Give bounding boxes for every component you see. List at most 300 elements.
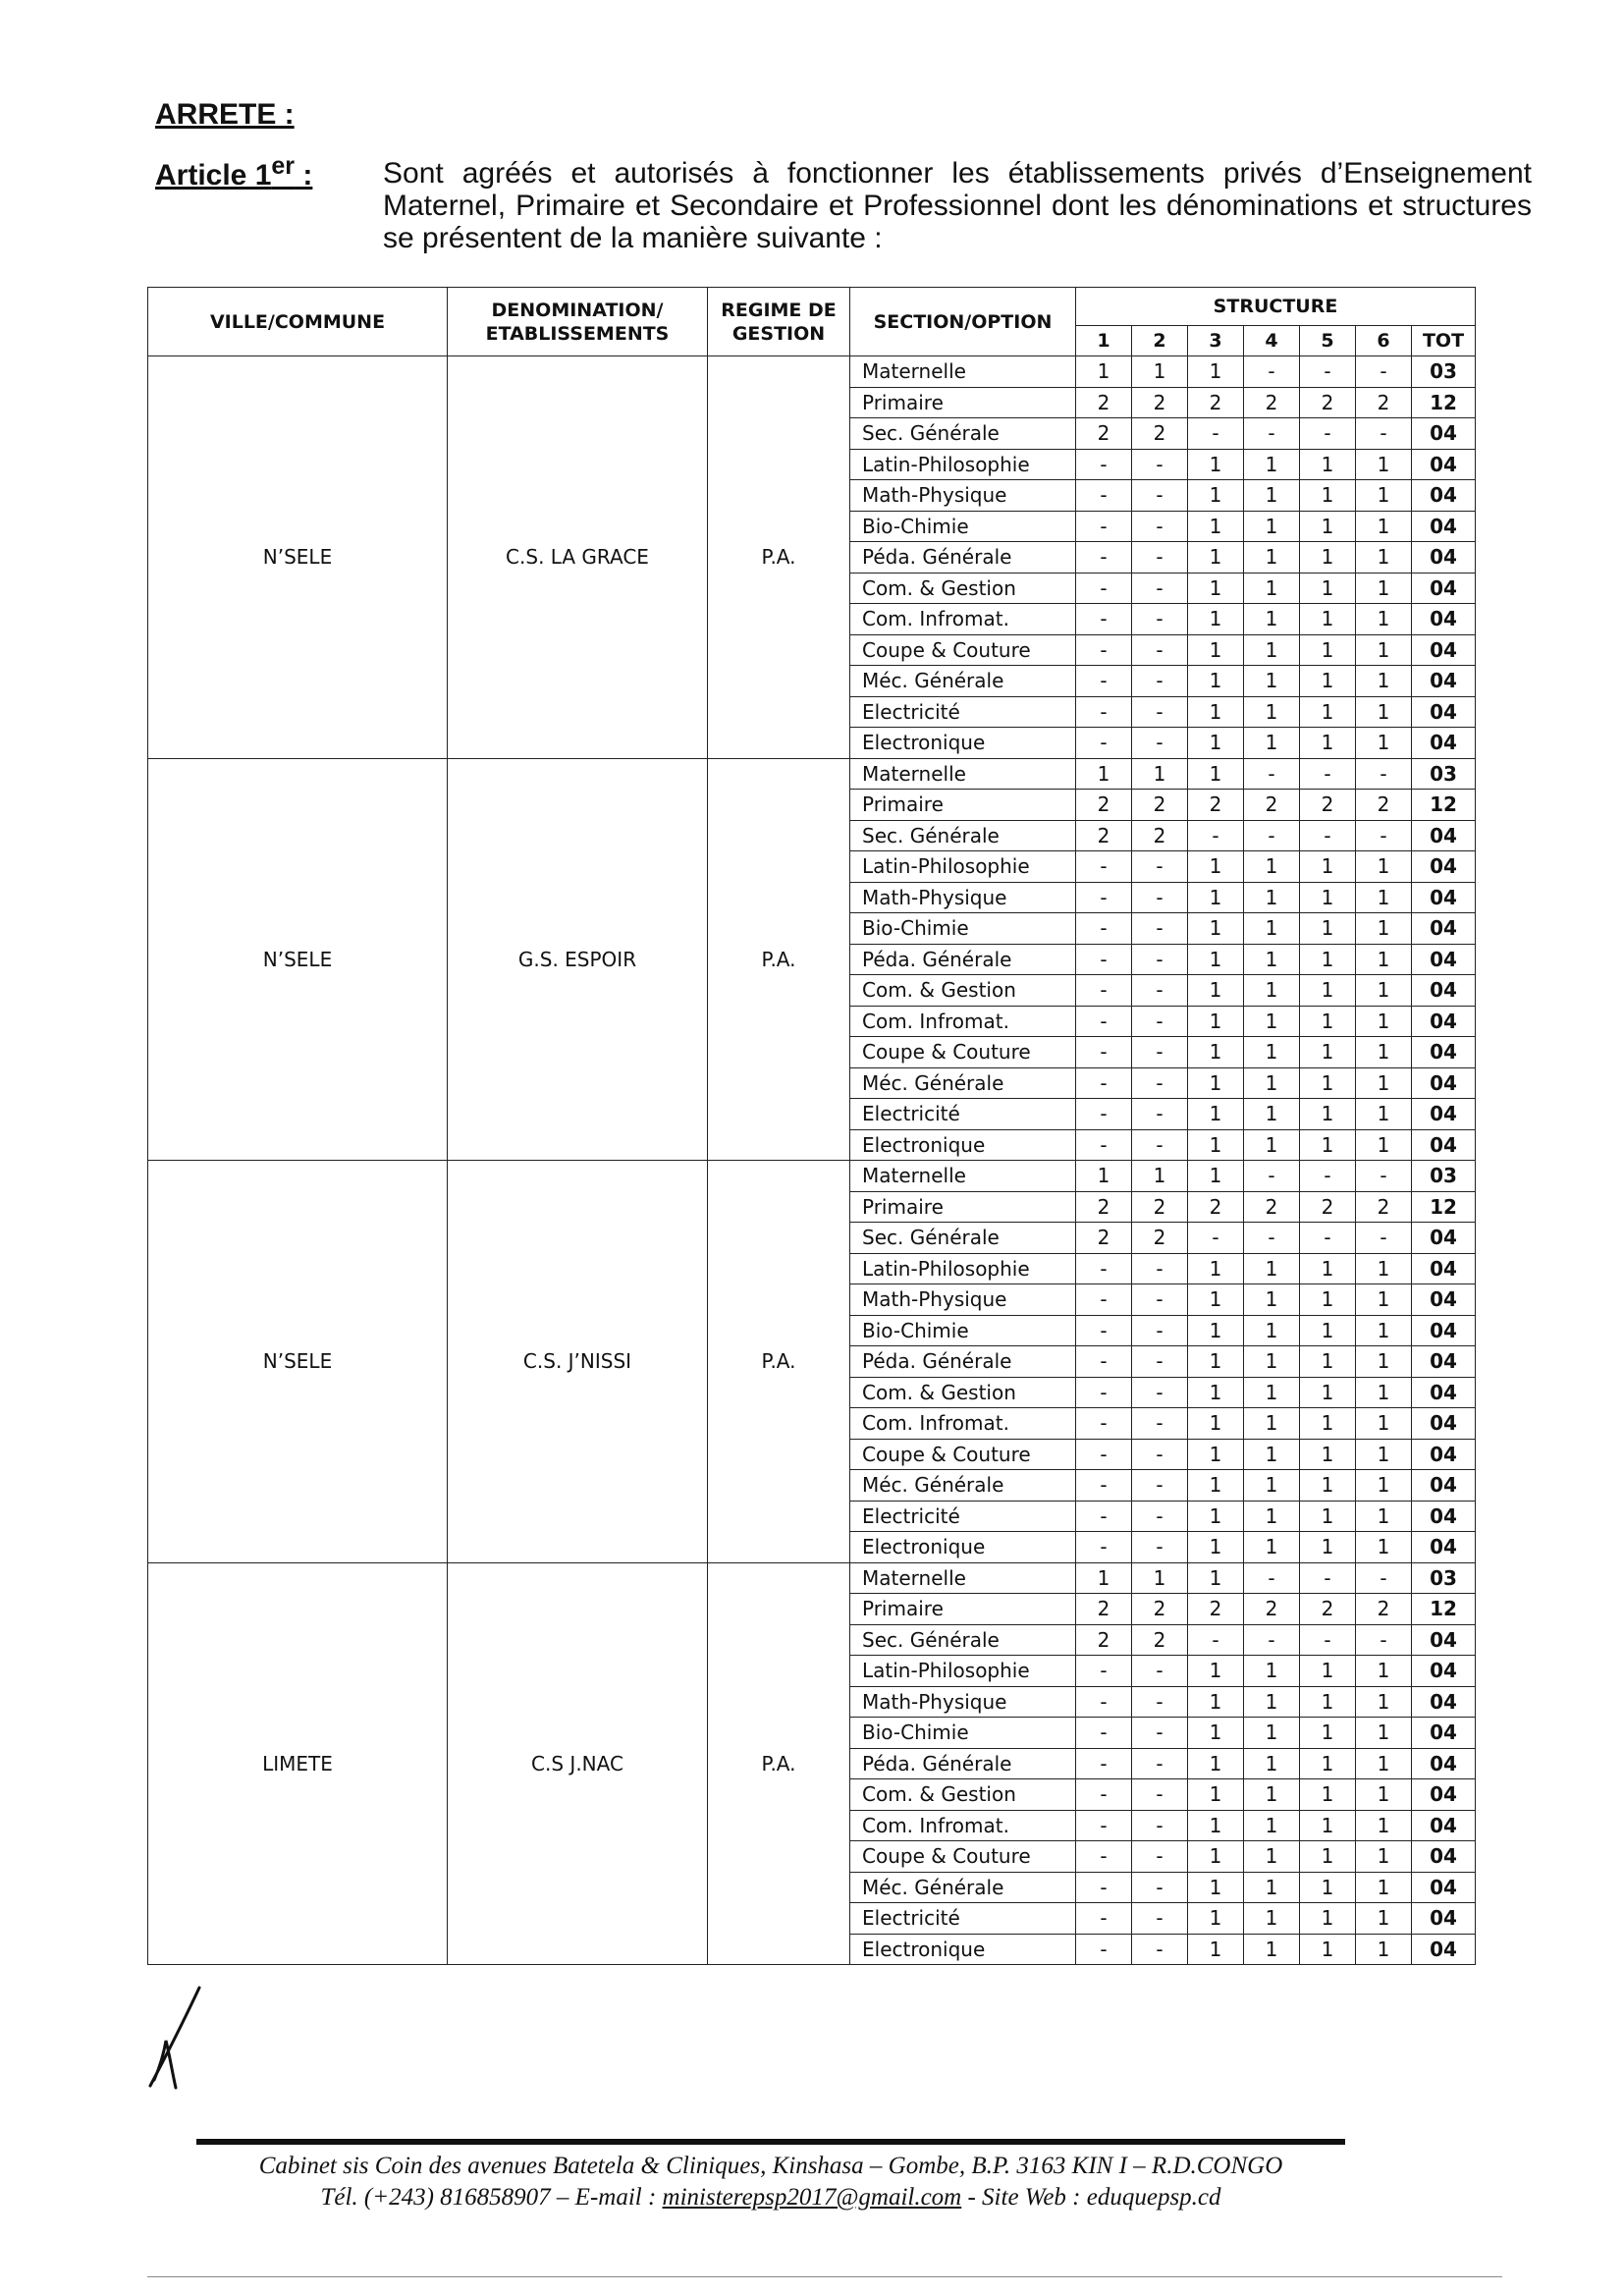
schools-structure-table — [147, 287, 1476, 1965]
section-option-cell: Math-Physique — [850, 1284, 1076, 1316]
total-cell: 04 — [1412, 1099, 1476, 1130]
level-4-cell: 1 — [1244, 1934, 1300, 1965]
level-6-cell: 2 — [1356, 1594, 1412, 1625]
article-body: Sont agréés et autorisés à fonctionner les établissements privés d’Enseignement Maternel, Primaire et Secondaire et Professionnel dont les dénominations et structures se présentent de la manière suivante : — [383, 157, 1532, 254]
level-4-cell: 1 — [1244, 1810, 1300, 1841]
level-5-cell: 1 — [1300, 1903, 1356, 1935]
level-5-cell: 1 — [1300, 913, 1356, 945]
total-cell: 04 — [1412, 1686, 1476, 1718]
section-option-cell: Sec. Générale — [850, 820, 1076, 851]
section-option-cell: Primaire — [850, 387, 1076, 418]
level-3-cell: 1 — [1188, 1037, 1244, 1068]
level-3-cell: 1 — [1188, 1934, 1244, 1965]
level-3-cell: 1 — [1188, 728, 1244, 759]
total-cell: 04 — [1412, 1067, 1476, 1099]
level-4-cell: 1 — [1244, 1067, 1300, 1099]
level-2-cell: - — [1132, 1501, 1188, 1532]
level-3-cell: 2 — [1188, 790, 1244, 821]
section-option-cell: Coupe & Couture — [850, 1037, 1076, 1068]
level-2-cell: - — [1132, 1099, 1188, 1130]
level-6-cell: 1 — [1356, 1841, 1412, 1873]
level-4-cell: 1 — [1244, 511, 1300, 542]
level-4-cell: - — [1244, 418, 1300, 450]
level-2-cell: - — [1132, 1810, 1188, 1841]
level-5-cell: 1 — [1300, 1129, 1356, 1161]
total-cell: 04 — [1412, 542, 1476, 574]
total-cell: 04 — [1412, 1718, 1476, 1749]
level-4-cell: 1 — [1244, 1718, 1300, 1749]
level-1-cell: - — [1076, 728, 1132, 759]
level-1-cell: 2 — [1076, 418, 1132, 450]
level-6-cell: - — [1356, 356, 1412, 388]
etablissement-cell: C.S J.NAC — [448, 1562, 708, 1965]
level-1-cell: - — [1076, 1315, 1132, 1346]
section-option-cell: Electronique — [850, 1934, 1076, 1965]
header-col-4: 4 — [1244, 326, 1300, 356]
level-4-cell: 1 — [1244, 913, 1300, 945]
level-5-cell: 1 — [1300, 1934, 1356, 1965]
table-body — [148, 356, 1476, 1965]
total-cell: 04 — [1412, 634, 1476, 666]
level-3-cell: 2 — [1188, 387, 1244, 418]
section-option-cell: Electronique — [850, 1532, 1076, 1563]
total-cell: 12 — [1412, 1191, 1476, 1223]
section-option-cell: Com. & Gestion — [850, 975, 1076, 1007]
level-4-cell: 2 — [1244, 1594, 1300, 1625]
level-1-cell: - — [1076, 1439, 1132, 1470]
section-option-cell: Electricité — [850, 1903, 1076, 1935]
level-3-cell: 1 — [1188, 1346, 1244, 1378]
level-5-cell: 2 — [1300, 790, 1356, 821]
total-cell: 04 — [1412, 418, 1476, 450]
level-6-cell: - — [1356, 1624, 1412, 1656]
section-option-cell: Coupe & Couture — [850, 1841, 1076, 1873]
section-option-cell: Maternelle — [850, 1161, 1076, 1192]
section-option-cell: Bio-Chimie — [850, 913, 1076, 945]
total-cell: 04 — [1412, 1810, 1476, 1841]
total-cell: 04 — [1412, 1439, 1476, 1470]
level-2-cell: - — [1132, 511, 1188, 542]
level-1-cell: - — [1076, 1748, 1132, 1779]
level-2-cell: - — [1132, 1129, 1188, 1161]
level-3-cell: 1 — [1188, 913, 1244, 945]
level-5-cell: 1 — [1300, 1006, 1356, 1037]
level-1-cell: - — [1076, 511, 1132, 542]
level-6-cell: 1 — [1356, 1284, 1412, 1316]
level-5-cell: 1 — [1300, 511, 1356, 542]
level-1-cell: - — [1076, 1656, 1132, 1687]
level-4-cell: 2 — [1244, 1191, 1300, 1223]
level-1-cell: - — [1076, 696, 1132, 728]
level-3-cell: 1 — [1188, 573, 1244, 604]
level-2-cell: - — [1132, 449, 1188, 480]
level-6-cell: 1 — [1356, 696, 1412, 728]
level-2-cell: - — [1132, 1346, 1188, 1378]
level-5-cell: 1 — [1300, 944, 1356, 975]
section-option-cell: Com. Infromat. — [850, 604, 1076, 635]
level-2-cell: - — [1132, 1284, 1188, 1316]
level-4-cell: 1 — [1244, 1408, 1300, 1440]
level-6-cell: 1 — [1356, 1656, 1412, 1687]
section-option-cell: Coupe & Couture — [850, 634, 1076, 666]
level-4-cell: 1 — [1244, 1129, 1300, 1161]
level-2-cell: - — [1132, 1067, 1188, 1099]
level-3-cell: 1 — [1188, 882, 1244, 913]
section-option-cell: Primaire — [850, 790, 1076, 821]
section-option-cell: Electronique — [850, 728, 1076, 759]
level-6-cell: 1 — [1356, 666, 1412, 697]
level-3-cell: 1 — [1188, 1841, 1244, 1873]
level-5-cell: 1 — [1300, 573, 1356, 604]
header-col-2: 2 — [1132, 326, 1188, 356]
level-5-cell: 1 — [1300, 1718, 1356, 1749]
level-6-cell: 1 — [1356, 1099, 1412, 1130]
section-option-cell: Math-Physique — [850, 1686, 1076, 1718]
total-cell: 03 — [1412, 758, 1476, 790]
total-cell: 04 — [1412, 1872, 1476, 1903]
level-6-cell: 1 — [1356, 634, 1412, 666]
total-cell: 04 — [1412, 696, 1476, 728]
level-4-cell: 1 — [1244, 1779, 1300, 1811]
section-option-cell: Com. Infromat. — [850, 1810, 1076, 1841]
level-4-cell: 1 — [1244, 1253, 1300, 1284]
total-cell: 04 — [1412, 1841, 1476, 1873]
level-3-cell: 1 — [1188, 449, 1244, 480]
level-5-cell: 1 — [1300, 604, 1356, 635]
level-5-cell: 1 — [1300, 1656, 1356, 1687]
level-3-cell: 1 — [1188, 604, 1244, 635]
level-5-cell: 1 — [1300, 1748, 1356, 1779]
level-4-cell: 2 — [1244, 790, 1300, 821]
level-2-cell: - — [1132, 480, 1188, 512]
section-option-cell: Latin-Philosophie — [850, 1656, 1076, 1687]
total-cell: 12 — [1412, 790, 1476, 821]
footer-rule — [196, 2139, 1345, 2145]
level-3-cell: - — [1188, 820, 1244, 851]
level-4-cell: 1 — [1244, 1841, 1300, 1873]
section-option-cell: Electricité — [850, 1099, 1076, 1130]
level-1-cell: - — [1076, 1934, 1132, 1965]
level-2-cell: - — [1132, 696, 1188, 728]
footer-address: Cabinet sis Coin des avenues Batetela & Cliniques, Kinshasa – Gombe, B.P. 3163 KIN I – R.D.CONGO — [258, 2153, 1283, 2179]
level-6-cell: 1 — [1356, 511, 1412, 542]
level-2-cell: - — [1132, 882, 1188, 913]
section-option-cell: Electricité — [850, 696, 1076, 728]
level-2-cell: - — [1132, 913, 1188, 945]
level-4-cell: 1 — [1244, 1346, 1300, 1378]
total-cell: 04 — [1412, 1470, 1476, 1502]
level-1-cell: - — [1076, 851, 1132, 883]
level-5-cell: 1 — [1300, 666, 1356, 697]
level-6-cell: 1 — [1356, 604, 1412, 635]
level-5-cell: 1 — [1300, 1346, 1356, 1378]
level-5-cell: - — [1300, 418, 1356, 450]
level-6-cell: 1 — [1356, 728, 1412, 759]
level-1-cell: - — [1076, 1872, 1132, 1903]
level-2-cell: 2 — [1132, 820, 1188, 851]
level-2-cell: - — [1132, 634, 1188, 666]
level-5-cell: - — [1300, 1161, 1356, 1192]
footer-contact — [196, 2184, 1345, 2212]
total-cell: 04 — [1412, 666, 1476, 697]
section-option-cell: Electricité — [850, 1501, 1076, 1532]
level-6-cell: - — [1356, 1161, 1412, 1192]
section-option-cell: Méc. Générale — [850, 1067, 1076, 1099]
level-2-cell: - — [1132, 1408, 1188, 1440]
total-cell: 04 — [1412, 944, 1476, 975]
section-option-cell: Méc. Générale — [850, 1872, 1076, 1903]
total-cell: 04 — [1412, 1934, 1476, 1965]
total-cell: 04 — [1412, 573, 1476, 604]
level-5-cell: - — [1300, 758, 1356, 790]
level-5-cell: 1 — [1300, 1253, 1356, 1284]
level-6-cell: 1 — [1356, 1686, 1412, 1718]
level-1-cell: - — [1076, 449, 1132, 480]
level-2-cell: - — [1132, 666, 1188, 697]
level-3-cell: 1 — [1188, 1748, 1244, 1779]
level-1-cell: - — [1076, 944, 1132, 975]
level-4-cell: 1 — [1244, 696, 1300, 728]
level-3-cell: 1 — [1188, 1253, 1244, 1284]
level-4-cell: 1 — [1244, 634, 1300, 666]
level-3-cell: 1 — [1188, 758, 1244, 790]
level-2-cell: - — [1132, 1253, 1188, 1284]
level-3-cell: 2 — [1188, 1191, 1244, 1223]
footer-website: - Site Web : eduquepsp.cd — [961, 2184, 1221, 2211]
level-3-cell: 1 — [1188, 666, 1244, 697]
level-6-cell: 1 — [1356, 1810, 1412, 1841]
level-5-cell: 1 — [1300, 1067, 1356, 1099]
total-cell: 04 — [1412, 1037, 1476, 1068]
level-2-cell: - — [1132, 944, 1188, 975]
level-4-cell: 1 — [1244, 1439, 1300, 1470]
level-6-cell: 1 — [1356, 975, 1412, 1007]
level-1-cell: 2 — [1076, 1191, 1132, 1223]
total-cell: 04 — [1412, 1408, 1476, 1440]
level-3-cell: 1 — [1188, 1408, 1244, 1440]
total-cell: 04 — [1412, 820, 1476, 851]
level-6-cell: 1 — [1356, 882, 1412, 913]
article-label — [155, 152, 312, 192]
level-3-cell: 1 — [1188, 1315, 1244, 1346]
total-cell: 04 — [1412, 975, 1476, 1007]
level-6-cell: 1 — [1356, 1718, 1412, 1749]
level-5-cell: 1 — [1300, 1439, 1356, 1470]
level-4-cell: - — [1244, 1223, 1300, 1254]
level-4-cell: 1 — [1244, 1006, 1300, 1037]
level-6-cell: 1 — [1356, 1346, 1412, 1378]
level-4-cell: 1 — [1244, 1903, 1300, 1935]
level-2-cell: - — [1132, 1439, 1188, 1470]
level-3-cell: 1 — [1188, 1067, 1244, 1099]
level-4-cell: 2 — [1244, 387, 1300, 418]
level-6-cell: 1 — [1356, 913, 1412, 945]
level-1-cell: - — [1076, 1067, 1132, 1099]
section-option-cell: Coupe & Couture — [850, 1439, 1076, 1470]
total-cell: 04 — [1412, 913, 1476, 945]
level-6-cell: 1 — [1356, 1501, 1412, 1532]
level-3-cell: 1 — [1188, 1161, 1244, 1192]
level-4-cell: 1 — [1244, 1656, 1300, 1687]
total-cell: 04 — [1412, 1779, 1476, 1811]
level-2-cell: 1 — [1132, 1562, 1188, 1594]
level-1-cell: 1 — [1076, 356, 1132, 388]
level-2-cell: - — [1132, 1718, 1188, 1749]
level-3-cell: 1 — [1188, 1377, 1244, 1408]
total-cell: 04 — [1412, 1223, 1476, 1254]
total-cell: 04 — [1412, 1624, 1476, 1656]
level-3-cell: 1 — [1188, 480, 1244, 512]
level-3-cell: 1 — [1188, 1284, 1244, 1316]
total-cell: 03 — [1412, 356, 1476, 388]
header-regime: REGIME DE GESTION — [708, 288, 850, 356]
section-option-cell: Latin-Philosophie — [850, 449, 1076, 480]
level-5-cell: 1 — [1300, 634, 1356, 666]
level-5-cell: - — [1300, 1624, 1356, 1656]
level-1-cell: 2 — [1076, 387, 1132, 418]
level-3-cell: 1 — [1188, 542, 1244, 574]
level-6-cell: 1 — [1356, 480, 1412, 512]
article-label-sup: er — [271, 152, 296, 180]
level-5-cell: 1 — [1300, 1037, 1356, 1068]
level-1-cell: - — [1076, 1841, 1132, 1873]
regime-cell: P.A. — [708, 1562, 850, 1965]
level-6-cell: 1 — [1356, 1129, 1412, 1161]
level-4-cell: - — [1244, 1562, 1300, 1594]
level-6-cell: - — [1356, 1223, 1412, 1254]
level-5-cell: - — [1300, 356, 1356, 388]
section-option-cell: Com. Infromat. — [850, 1408, 1076, 1440]
level-5-cell: 1 — [1300, 1810, 1356, 1841]
etablissement-cell: C.S. J’NISSI — [448, 1161, 708, 1563]
level-3-cell: 1 — [1188, 696, 1244, 728]
level-6-cell: 1 — [1356, 1934, 1412, 1965]
section-option-cell: Maternelle — [850, 758, 1076, 790]
level-2-cell: - — [1132, 851, 1188, 883]
level-3-cell: 1 — [1188, 1501, 1244, 1532]
section-option-cell: Latin-Philosophie — [850, 851, 1076, 883]
level-3-cell: - — [1188, 1624, 1244, 1656]
signature-initial — [142, 1984, 211, 2092]
level-6-cell: - — [1356, 820, 1412, 851]
level-4-cell: 1 — [1244, 1099, 1300, 1130]
level-1-cell: 2 — [1076, 1624, 1132, 1656]
level-6-cell: 1 — [1356, 1315, 1412, 1346]
level-2-cell: - — [1132, 1315, 1188, 1346]
total-cell: 03 — [1412, 1562, 1476, 1594]
level-3-cell: 1 — [1188, 1129, 1244, 1161]
level-1-cell: 2 — [1076, 1594, 1132, 1625]
level-2-cell: - — [1132, 1006, 1188, 1037]
section-option-cell: Primaire — [850, 1191, 1076, 1223]
section-option-cell: Maternelle — [850, 1562, 1076, 1594]
section-option-cell: Sec. Générale — [850, 1223, 1076, 1254]
level-2-cell: - — [1132, 1532, 1188, 1563]
level-2-cell: - — [1132, 1903, 1188, 1935]
level-3-cell: 1 — [1188, 511, 1244, 542]
level-2-cell: 2 — [1132, 418, 1188, 450]
level-4-cell: 1 — [1244, 449, 1300, 480]
level-4-cell: 1 — [1244, 1377, 1300, 1408]
level-6-cell: 1 — [1356, 1377, 1412, 1408]
level-1-cell: - — [1076, 1377, 1132, 1408]
level-6-cell: 1 — [1356, 1779, 1412, 1811]
level-2-cell: - — [1132, 1779, 1188, 1811]
level-6-cell: 1 — [1356, 1872, 1412, 1903]
total-cell: 04 — [1412, 1315, 1476, 1346]
header-section: SECTION/OPTION — [850, 288, 1076, 356]
level-1-cell: 2 — [1076, 1223, 1132, 1254]
level-6-cell: 1 — [1356, 1006, 1412, 1037]
level-3-cell: 1 — [1188, 1718, 1244, 1749]
section-option-cell: Com. & Gestion — [850, 1779, 1076, 1811]
level-5-cell: 1 — [1300, 1532, 1356, 1563]
ville-cell: LIMETE — [148, 1562, 448, 1965]
level-5-cell: 1 — [1300, 1315, 1356, 1346]
level-2-cell: 2 — [1132, 1191, 1188, 1223]
decree-heading: ARRETE : — [155, 98, 295, 131]
total-cell: 12 — [1412, 387, 1476, 418]
section-option-cell: Péda. Générale — [850, 542, 1076, 574]
level-1-cell: - — [1076, 1532, 1132, 1563]
level-6-cell: 1 — [1356, 1067, 1412, 1099]
level-4-cell: 1 — [1244, 882, 1300, 913]
article-label-suffix: : — [295, 159, 313, 191]
level-4-cell: 1 — [1244, 573, 1300, 604]
level-4-cell: 1 — [1244, 542, 1300, 574]
level-2-cell: - — [1132, 1656, 1188, 1687]
level-5-cell: 1 — [1300, 542, 1356, 574]
level-6-cell: - — [1356, 1562, 1412, 1594]
level-3-cell: 1 — [1188, 634, 1244, 666]
level-4-cell: 1 — [1244, 666, 1300, 697]
header-row-top — [148, 288, 1476, 326]
level-5-cell: 1 — [1300, 1408, 1356, 1440]
level-4-cell: 1 — [1244, 1501, 1300, 1532]
level-3-cell: 1 — [1188, 1099, 1244, 1130]
level-5-cell: 2 — [1300, 387, 1356, 418]
level-1-cell: - — [1076, 1718, 1132, 1749]
section-option-cell: Péda. Générale — [850, 944, 1076, 975]
section-option-cell: Electronique — [850, 1129, 1076, 1161]
level-6-cell: 1 — [1356, 1439, 1412, 1470]
total-cell: 04 — [1412, 480, 1476, 512]
level-2-cell: - — [1132, 1872, 1188, 1903]
level-2-cell: - — [1132, 1934, 1188, 1965]
level-3-cell: 1 — [1188, 1779, 1244, 1811]
level-5-cell: 1 — [1300, 1686, 1356, 1718]
header-col-tot: TOT — [1412, 326, 1476, 356]
level-2-cell: - — [1132, 1748, 1188, 1779]
level-6-cell: 2 — [1356, 1191, 1412, 1223]
total-cell: 04 — [1412, 728, 1476, 759]
footer-email-link[interactable]: ministerepsp2017@gmail.com — [662, 2184, 962, 2211]
level-4-cell: - — [1244, 758, 1300, 790]
footer-phone: Tél. (+243) 816858907 – E-mail : — [320, 2184, 663, 2211]
level-1-cell: - — [1076, 1006, 1132, 1037]
level-2-cell: 1 — [1132, 356, 1188, 388]
level-2-cell: 2 — [1132, 1594, 1188, 1625]
level-4-cell: 1 — [1244, 1470, 1300, 1502]
header-col-5: 5 — [1300, 326, 1356, 356]
header-col-6: 6 — [1356, 326, 1412, 356]
level-1-cell: - — [1076, 1253, 1132, 1284]
level-1-cell: 1 — [1076, 1161, 1132, 1192]
level-1-cell: 2 — [1076, 820, 1132, 851]
total-cell: 04 — [1412, 1532, 1476, 1563]
section-option-cell: Math-Physique — [850, 882, 1076, 913]
section-option-cell: Sec. Générale — [850, 1624, 1076, 1656]
